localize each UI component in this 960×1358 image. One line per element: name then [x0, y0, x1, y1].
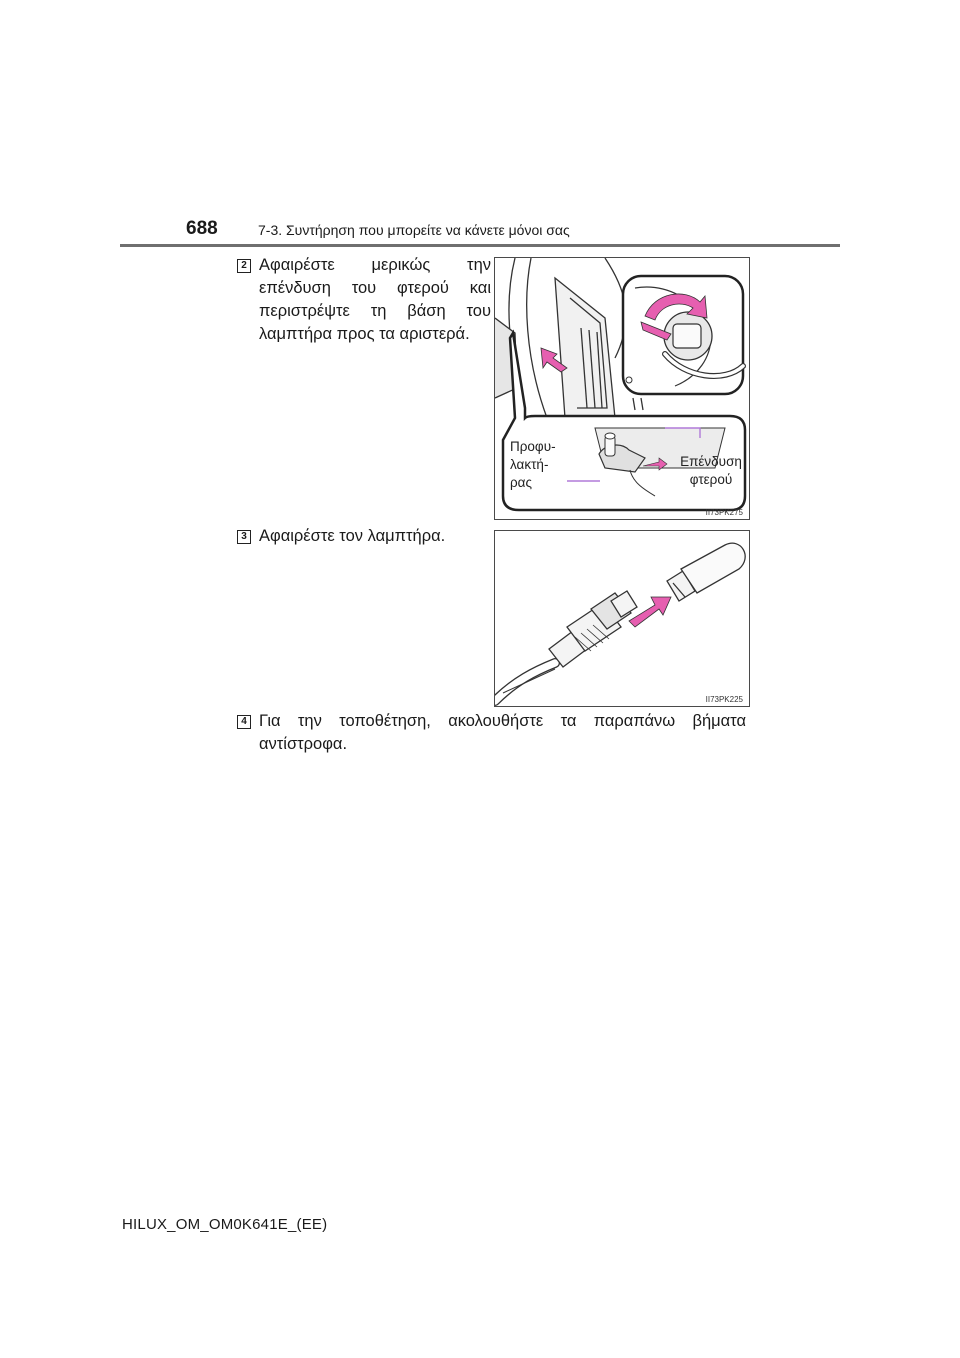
step-badge-3: 3: [237, 530, 251, 544]
figure-code: II73PK225: [705, 695, 743, 704]
step-badge-2: 2: [237, 259, 251, 273]
section-title: 7-3. Συντήρηση που μπορείτε να κάνετε μόνοι σας: [258, 222, 570, 238]
step-badge-4: 4: [237, 715, 251, 729]
figure-headlight-socket: [494, 257, 750, 520]
figure-bulb-removal: [494, 530, 750, 707]
step-4-text: Για την τοποθέτηση, ακολουθήστε τα παραπάνω βήματα αντίστροφα.: [259, 712, 746, 753]
callout-protector: Προφυ- λακτή- ρας: [510, 439, 556, 490]
step-2-text: Αφαιρέστε μερικώς την επένδυση του φτερού και περιστρέψτε τη βάση του λαμπτήρα προς τα αριστερά.: [259, 256, 491, 343]
page-number: 688: [186, 218, 218, 239]
inset-socket-detail: [623, 276, 743, 394]
arrow-pink-pull: [629, 597, 671, 627]
figure-code: II73PK275: [705, 508, 743, 517]
callout-fender-liner: Επένδυση φτερού: [680, 454, 742, 487]
header-rule: [120, 244, 840, 247]
step-3-text: Αφαιρέστε τον λαμπτήρα.: [259, 527, 446, 545]
document-code: HILUX_OM_OM0K641E_(EE): [122, 1216, 328, 1233]
bulb-removal-illustration: [495, 531, 749, 706]
